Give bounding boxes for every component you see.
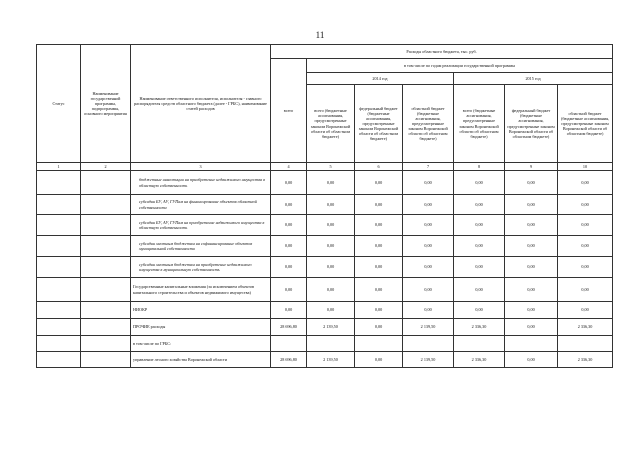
value-cell: 0,00 (454, 257, 505, 278)
header-2014-federal: федеральный бюджет (бюджетные ассигнования, предусмотренные законом Воронежской области об областном бюджете) (355, 85, 403, 163)
program-cell (81, 302, 131, 319)
col-number: 3 (131, 163, 271, 171)
row-label: ПРОЧИЕ расходы (131, 319, 271, 336)
value-cell: 0,00 (403, 195, 454, 215)
header-year-2014: 2014 год (307, 73, 454, 85)
value-cell: 0,00 (307, 215, 355, 236)
value-cell: 28 696,80 (271, 319, 307, 336)
status-cell (37, 215, 81, 236)
value-cell: 0,00 (505, 171, 558, 195)
table-row (37, 195, 613, 215)
table-row (37, 302, 613, 319)
table-row (37, 257, 613, 278)
value-cell: 0,00 (307, 278, 355, 302)
value-cell: 0,00 (558, 171, 613, 195)
value-cell: 0,00 (505, 257, 558, 278)
value-cell: 0,00 (403, 171, 454, 195)
value-cell: 0,00 (355, 215, 403, 236)
value-cell: 0,00 (271, 302, 307, 319)
row-label: управление лесного хозяйства Воронежской области (131, 352, 271, 368)
program-cell (81, 336, 131, 352)
table-row (37, 215, 613, 236)
status-cell (37, 336, 81, 352)
value-cell: 2 139,50 (403, 352, 454, 368)
col-number: 9 (505, 163, 558, 171)
value-cell: 0,00 (505, 278, 558, 302)
value-cell: 0,00 (454, 215, 505, 236)
header-year-2015: 2015 год (454, 73, 613, 85)
col-number: 1 (37, 163, 81, 171)
value-cell: 2 139,50 (307, 352, 355, 368)
status-cell (37, 352, 81, 368)
status-cell (37, 195, 81, 215)
header-expenses: Расходы областного бюджета, тыс. руб. (271, 45, 613, 59)
value-cell: 0,00 (307, 195, 355, 215)
table-row (37, 278, 613, 302)
value-cell: 0,00 (558, 236, 613, 257)
program-cell (81, 195, 131, 215)
col-number: 6 (355, 163, 403, 171)
value-cell: 0,00 (558, 302, 613, 319)
value-cell: 0,00 (271, 278, 307, 302)
status-cell (37, 257, 81, 278)
status-cell (37, 319, 81, 336)
value-cell: 0,00 (307, 236, 355, 257)
value-cell: 0,00 (454, 171, 505, 195)
row-label: субсидии БУ, АУ, ГУПам на приобретение недвижимого имущества в областную собственность (131, 215, 271, 236)
value-cell: 0,00 (454, 236, 505, 257)
value-cell: 0,00 (454, 278, 505, 302)
row-label: в том числе по ГРБС: (131, 336, 271, 352)
page-number: 11 (315, 30, 325, 40)
value-cell: 0,00 (558, 278, 613, 302)
value-cell: 0,00 (271, 195, 307, 215)
value-cell (403, 336, 454, 352)
header-2015-federal: федеральный бюджет (бюджетные ассигнования, предусмотренные законом Воронежской области об областном бюджете) (505, 85, 558, 163)
value-cell: 0,00 (403, 257, 454, 278)
value-cell: 2 336,30 (454, 319, 505, 336)
budget-table (36, 44, 613, 368)
value-cell: 0,00 (403, 236, 454, 257)
program-cell (81, 352, 131, 368)
value-cell: 0,00 (454, 195, 505, 215)
header-by-years: в том числе по годам реализации государственной программы (307, 59, 613, 73)
value-cell: 0,00 (355, 302, 403, 319)
status-cell (37, 278, 81, 302)
value-cell: 2 336,30 (558, 319, 613, 336)
header-2014-regional: областной бюджет (бюджетные ассигнования, предусмотренные законом Воронежской области об областном бюджете) (403, 85, 454, 163)
header-total: всего (271, 59, 307, 163)
program-cell (81, 171, 131, 195)
header-2014-total: всего (бюджетные ассигнования, предусмотренные законом Воронежской области об областном бюджете) (307, 85, 355, 163)
value-cell: 2 139,50 (403, 319, 454, 336)
value-cell (454, 336, 505, 352)
value-cell: 0,00 (271, 236, 307, 257)
value-cell: 0,00 (307, 302, 355, 319)
row-label: Государственные капитальные вложения (за исключением объектов капитального строительства и объектов недвижимого имущества) (131, 278, 271, 302)
value-cell: 0,00 (355, 352, 403, 368)
value-cell: 0,00 (403, 302, 454, 319)
value-cell (558, 336, 613, 352)
row-label: субсидии БУ, АУ, ГУПам на финансирование объектов областной собственности (131, 195, 271, 215)
value-cell: 0,00 (355, 257, 403, 278)
value-cell: 0,00 (271, 171, 307, 195)
value-cell: 0,00 (558, 195, 613, 215)
program-cell (81, 278, 131, 302)
program-cell (81, 257, 131, 278)
value-cell: 0,00 (271, 215, 307, 236)
value-cell: 0,00 (307, 171, 355, 195)
row-label: бюджетные инвестиции на приобретение недвижимого имущества в областную собственность (131, 171, 271, 195)
value-cell: 0,00 (558, 257, 613, 278)
value-cell (505, 336, 558, 352)
value-cell: 28 696,80 (271, 352, 307, 368)
col-number: 5 (307, 163, 355, 171)
value-cell: 2 336,30 (558, 352, 613, 368)
value-cell: 0,00 (505, 352, 558, 368)
table-row (37, 352, 613, 368)
row-label: субсидии местным бюджетам на приобретение недвижимого имущества в муниципальную собственность (131, 257, 271, 278)
program-cell (81, 236, 131, 257)
col-number: 10 (558, 163, 613, 171)
value-cell: 0,00 (355, 278, 403, 302)
value-cell: 0,00 (558, 215, 613, 236)
program-cell (81, 215, 131, 236)
value-cell: 0,00 (505, 319, 558, 336)
status-cell (37, 171, 81, 195)
status-cell (37, 302, 81, 319)
header-executor: Наименование ответственного исполнителя, исполнителя - главного распорядителя средств областного бюджета (далее - ГРБС), наименование статей расходов (131, 45, 271, 163)
value-cell (307, 336, 355, 352)
value-cell: 0,00 (505, 236, 558, 257)
value-cell: 0,00 (505, 302, 558, 319)
col-number: 2 (81, 163, 131, 171)
table-row (37, 236, 613, 257)
program-cell (81, 319, 131, 336)
table-row (37, 319, 613, 336)
value-cell: 0,00 (355, 195, 403, 215)
value-cell: 0,00 (403, 215, 454, 236)
value-cell: 0,00 (505, 195, 558, 215)
value-cell: 0,00 (454, 302, 505, 319)
value-cell: 0,00 (271, 257, 307, 278)
value-cell: 0,00 (355, 171, 403, 195)
table-row (37, 171, 613, 195)
value-cell: 0,00 (403, 278, 454, 302)
value-cell (271, 336, 307, 352)
value-cell: 0,00 (355, 319, 403, 336)
value-cell: 0,00 (307, 257, 355, 278)
value-cell: 2 336,30 (454, 352, 505, 368)
header-status: Статус (37, 45, 81, 163)
value-cell: 2 139,50 (307, 319, 355, 336)
header-program: Наименование государственной программы, подпрограммы, основного мероприятия (81, 45, 131, 163)
row-label: НИОКР (131, 302, 271, 319)
table-row (37, 336, 613, 352)
value-cell (355, 336, 403, 352)
column-number-row (37, 163, 613, 171)
status-cell (37, 236, 81, 257)
col-number: 8 (454, 163, 505, 171)
col-number: 7 (403, 163, 454, 171)
header-2015-total: всего (бюджетные ассигнования, предусмотренные законом Воронежской области об областном бюджете) (454, 85, 505, 163)
row-label: субсидии местным бюджетам на софинансирование объектов муниципальной собственности (131, 236, 271, 257)
value-cell: 0,00 (355, 236, 403, 257)
value-cell: 0,00 (505, 215, 558, 236)
col-number: 4 (271, 163, 307, 171)
header-2015-regional: областной бюджет (бюджетные ассигнования, предусмотренные законом Воронежской области об областном бюджете) (558, 85, 613, 163)
